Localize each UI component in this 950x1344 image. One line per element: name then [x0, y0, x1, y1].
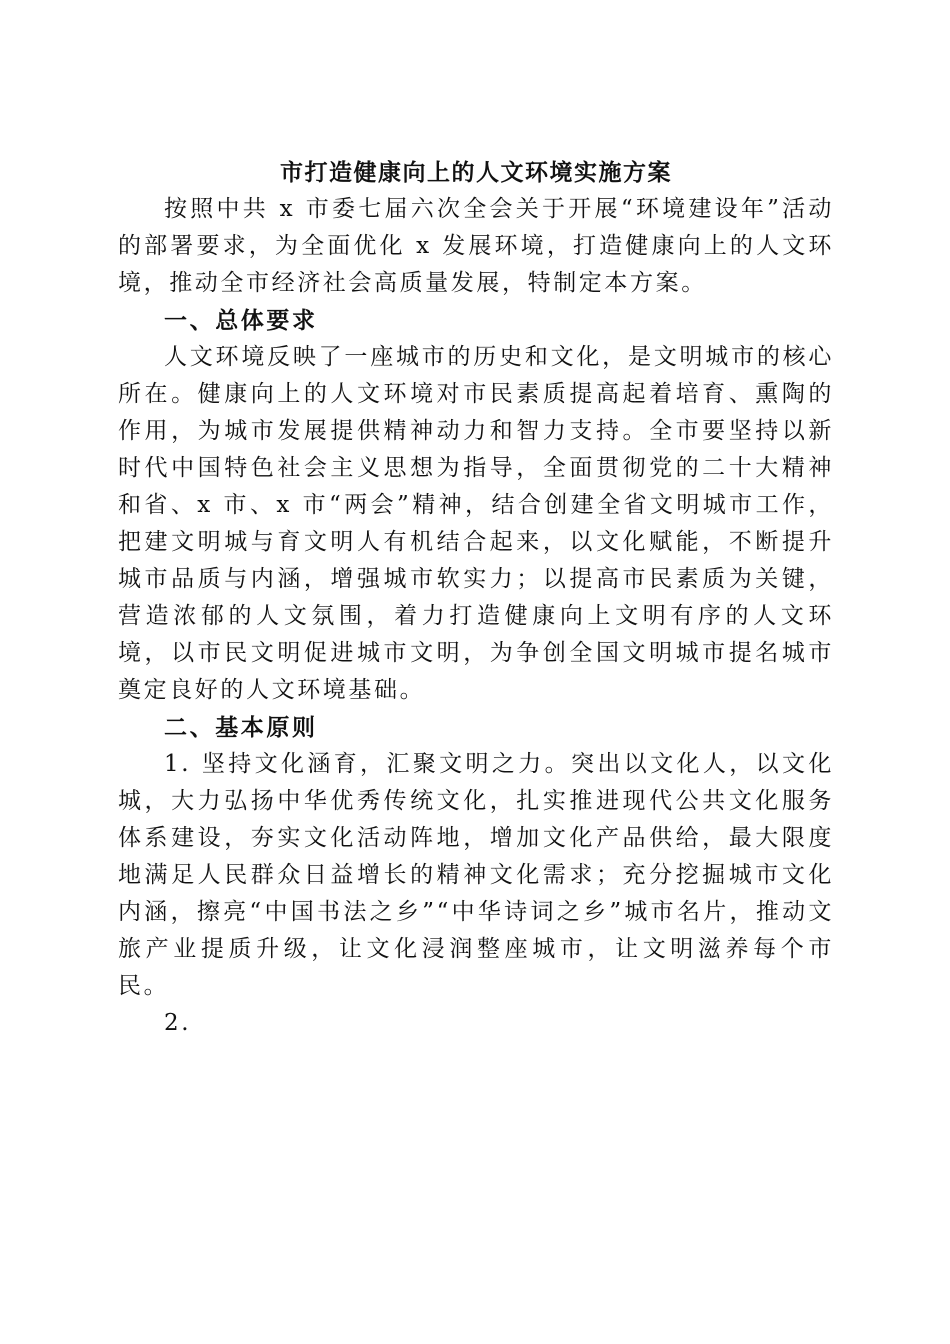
general-requirements-paragraph: 人文环境反映了一座城市的历史和文化，是文明城市的核心所在。健康向上的人文环境对市民素质提高起着培育、熏陶的作用，为城市发展提供精神动力和智力支持。全市要坚持以新时代中国特色社会主义思想为指导，全面贯彻党的二十大精神和省、x 市、x 市“两会”精神，结合创建全省文明城市工作，把建文明城与育文明人有机结合起来，以文化赋能，不断提升城市品质与内涵，增强城市软实力；以提高市民素质为关键，营造浓郁的人文氛围，着力打造健康向上文明有序的人文环境，以市民文明促进城市文明，为争创全国文明城市提名城市奠定良好的人文环境基础。: [118, 344, 834, 703]
principle-2-paragraph: 2.: [164, 1010, 192, 1036]
section-heading-basic-principles: 二、基本原则: [164, 714, 318, 741]
document-body: [118, 154, 834, 1042]
section-heading-general-requirements: 一、总体要求: [164, 307, 318, 334]
intro-paragraph: 按照中共 x 市委七届六次全会关于开展“环境建设年”活动的部署要求，为全面优化 x 发展环境，打造健康向上的人文环境，推动全市经济社会高质量发展，特制定本方案。: [118, 196, 834, 296]
principle-1-paragraph: 1. 坚持文化涵育，汇聚文明之力。突出以文化人，以文化城，大力弘扬中华优秀传统文化，扎实推进现代公共文化服务体系建设，夯实文化活动阵地，增加文化产品供给，最大限度地满足人民群众日益增长的精神文化需求；充分挖掘城市文化内涵，擦亮“中国书法之乡”“中华诗词之乡”城市名片，推动文旅产业提质升级，让文化浸润整座城市，让文明滋养每个市民。: [118, 751, 834, 999]
document-title: 市打造健康向上的人文环境实施方案: [280, 159, 672, 186]
